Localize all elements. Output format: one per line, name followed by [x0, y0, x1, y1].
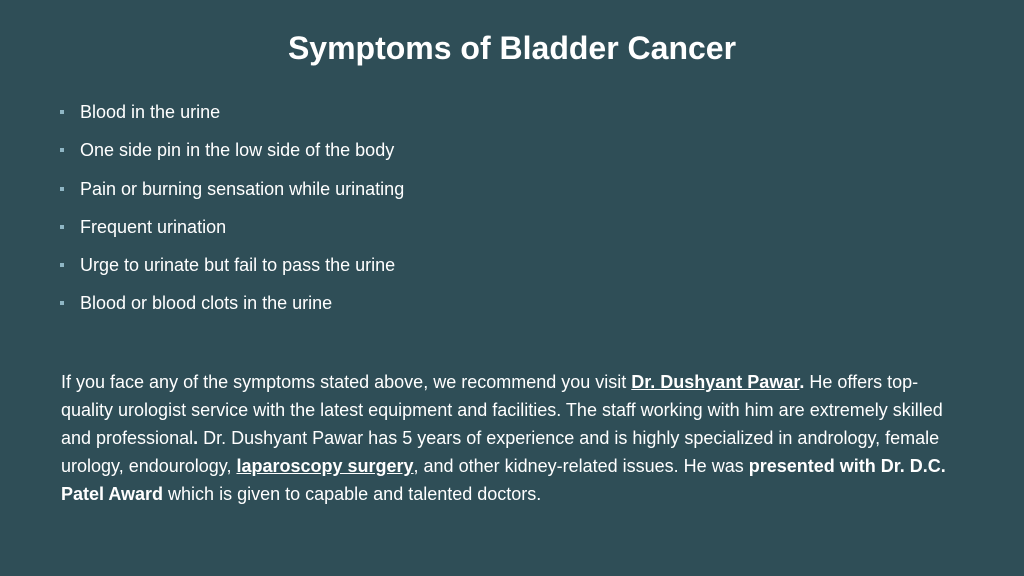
list-item [60, 214, 960, 252]
bullet-icon [60, 301, 64, 305]
bullet-icon [60, 148, 64, 152]
paragraph-text: Dr. Dushyant Pawar has 5 years of experience and is highly specialized in andrology, female urology, endourology, [61, 428, 940, 476]
list-item [60, 290, 960, 328]
list-item-text: Urge to urinate but fail to pass the urine [80, 255, 396, 276]
list-item [60, 252, 960, 290]
list-item [60, 137, 960, 175]
list-item-text: One side pin in the low side of the body [80, 140, 395, 161]
slide-title: Symptoms of Bladder Cancer [287, 30, 737, 66]
paragraph-text: He offers top-quality urologist service with the latest equipment and facilities. The staff working with him are extremely skilled and professional [61, 372, 943, 448]
paragraph-period: . [193, 428, 199, 448]
list-item [60, 176, 960, 214]
paragraph-period: . [799, 372, 805, 392]
list-item-text: Frequent urination [80, 216, 227, 237]
doctor-link[interactable]: Dr. Dushyant Pawar [631, 372, 800, 392]
list-item-text: Blood or blood clots in the urine [80, 293, 333, 314]
paragraph-text: which is given to capable and talented doctors. [163, 484, 542, 504]
laparoscopy-link[interactable]: laparoscopy surgery [236, 456, 414, 476]
bullet-icon [60, 263, 64, 267]
symptom-list [60, 99, 960, 329]
recommendation-paragraph [61, 368, 966, 508]
paragraph-text: , and other kidney-related issues. He was [413, 456, 749, 476]
award-text: presented with Dr. D.C. Patel Award [61, 456, 946, 504]
list-item-text: Blood in the urine [80, 102, 221, 122]
bullet-icon [60, 225, 64, 229]
bullet-icon [60, 187, 64, 191]
list-item-text: Pain or burning sensation while urinating [80, 178, 405, 199]
bullet-icon [60, 110, 64, 114]
paragraph-text: If you face any of the symptoms stated above, we recommend you visit [61, 372, 632, 392]
list-item [60, 99, 960, 137]
